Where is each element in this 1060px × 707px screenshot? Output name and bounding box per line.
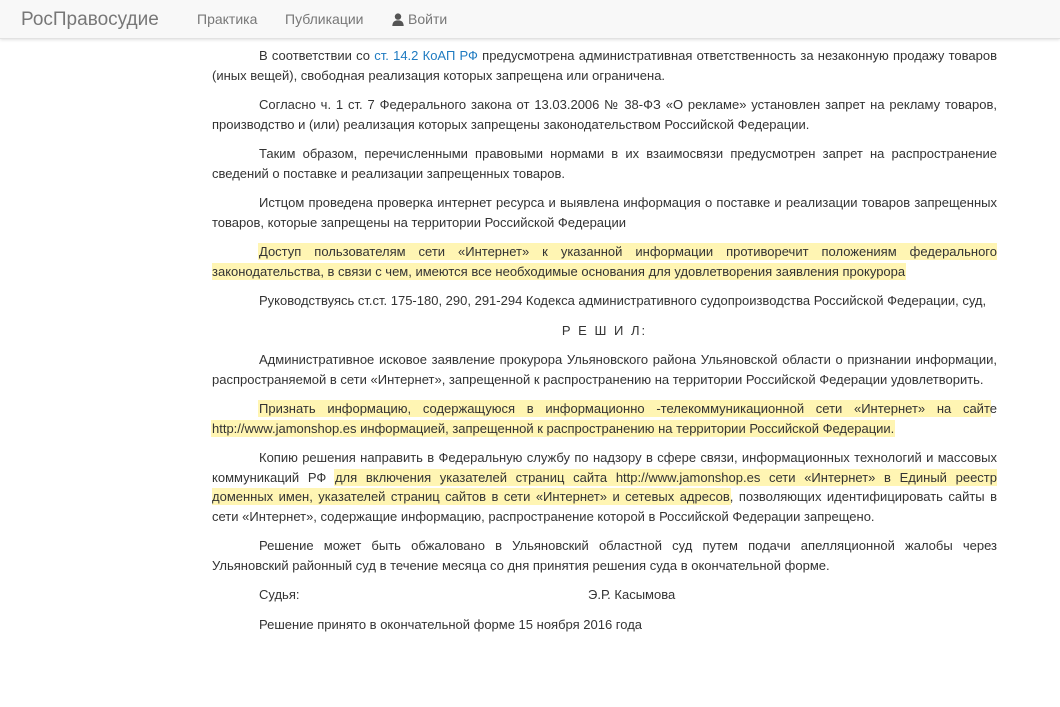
brand-logo-link[interactable]: РосПравосудие (21, 9, 159, 30)
highlighted-text: http://www.jamonshop.es информацией, запрещенной к распространению на территории Российской Федерации. (212, 420, 895, 436)
paragraph-1-text-after: предусмотрена административная ответственность за незаконную продажу товаров (иных вещей), свободная реализация которых запрещена или ограничена. (212, 48, 997, 83)
navbar (0, 0, 1060, 39)
nav-link-practice[interactable]: Практика (197, 11, 258, 27)
judge-name: Э.Р. Касымова (588, 587, 676, 602)
paragraph-9 (212, 448, 997, 526)
final-note: Решение принято в окончательной форме 15 ноября 2016 года (259, 616, 643, 632)
document-body (212, 46, 997, 644)
highlighted-text: Доступ пользователям сети «Интернет» к указанной информации противоречит положениям федерального законодательства, в связи с чем, имеются все необходимые основания для удовлетворения заявления прокурора (212, 244, 997, 279)
decision-heading: Р Е Ш И Л: (561, 322, 648, 338)
paragraph-7: Административное исковое заявление прокурора Ульяновского района Ульяновской области о признании информации, распространяемой в сети «Интернет», запрещенной к распространению на территории Российской Федерации удовлетворить. (212, 352, 997, 387)
highlighted-text: Признать информацию, содержащуюся в информационно -телекоммуникационной сети «Интернет» на сайт (259, 401, 990, 416)
koap-article-link[interactable]: ст. 14.2 КоАП РФ (374, 48, 478, 63)
paragraph-1-text-before: В соответствии со (259, 48, 375, 63)
login-label: Войти (408, 11, 448, 27)
paragraph-9-text-before: Копию решения направить в Федеральную службу по надзору в сфере связи, информационных технологий и массовых коммуникаций РФ (212, 450, 997, 485)
paragraph-9-text-after: , позволяющих идентифицировать сайты в сети «Интернет», содержащие информацию, распространение которой в Российской Федерации запрещено. (212, 489, 998, 524)
paragraph-10: Решение может быть обжаловано в Ульяновский областной суд путем подачи апелляционной жалобы через Ульяновский районный суд в течение месяца со дня принятия решения суда в окончательной форме. (212, 538, 997, 573)
highlighted-text: для включения указателей страниц сайта http://www.jamonshop.es сети «Интернет» в Единый реестр доменных имен, указателей страниц сайтов в сети «Интернет» и сетевых адресов (212, 469, 997, 504)
paragraph-5 (212, 242, 997, 281)
judge-signature-row (212, 585, 997, 605)
paragraph-4: Истцом проведена проверка интернет ресурса и выявлена информация о поставке и реализации товаров запрещенных товаров, которые запрещены на территории Российской Федерации (212, 195, 997, 230)
paragraph-3: Таким образом, перечисленными правовыми нормами в их взаимосвязи предусмотрен запрет на распространение сведений о поставке и реализации запрещенных товаров. (212, 146, 997, 181)
paragraph-8-plain: е (989, 401, 997, 416)
nav-link-login[interactable] (392, 11, 447, 28)
user-icon (392, 13, 404, 26)
paragraph-8 (212, 399, 997, 438)
paragraph-1 (212, 46, 997, 85)
judge-label: Судья: (259, 587, 300, 602)
paragraph-2: Согласно ч. 1 ст. 7 Федерального закона от 13.03.2006 № 38-ФЗ «О рекламе» установлен запрет на рекламу товаров, производство и (или) реализация которых запрещены законодательством Российской Федерации. (212, 97, 997, 132)
nav-link-publications[interactable]: Публикации (285, 11, 364, 27)
paragraph-6: Руководствуясь ст.ст. 175-180, 290, 291-294 Кодекса административного судопроизводства Российской Федерации, суд, (259, 293, 987, 308)
